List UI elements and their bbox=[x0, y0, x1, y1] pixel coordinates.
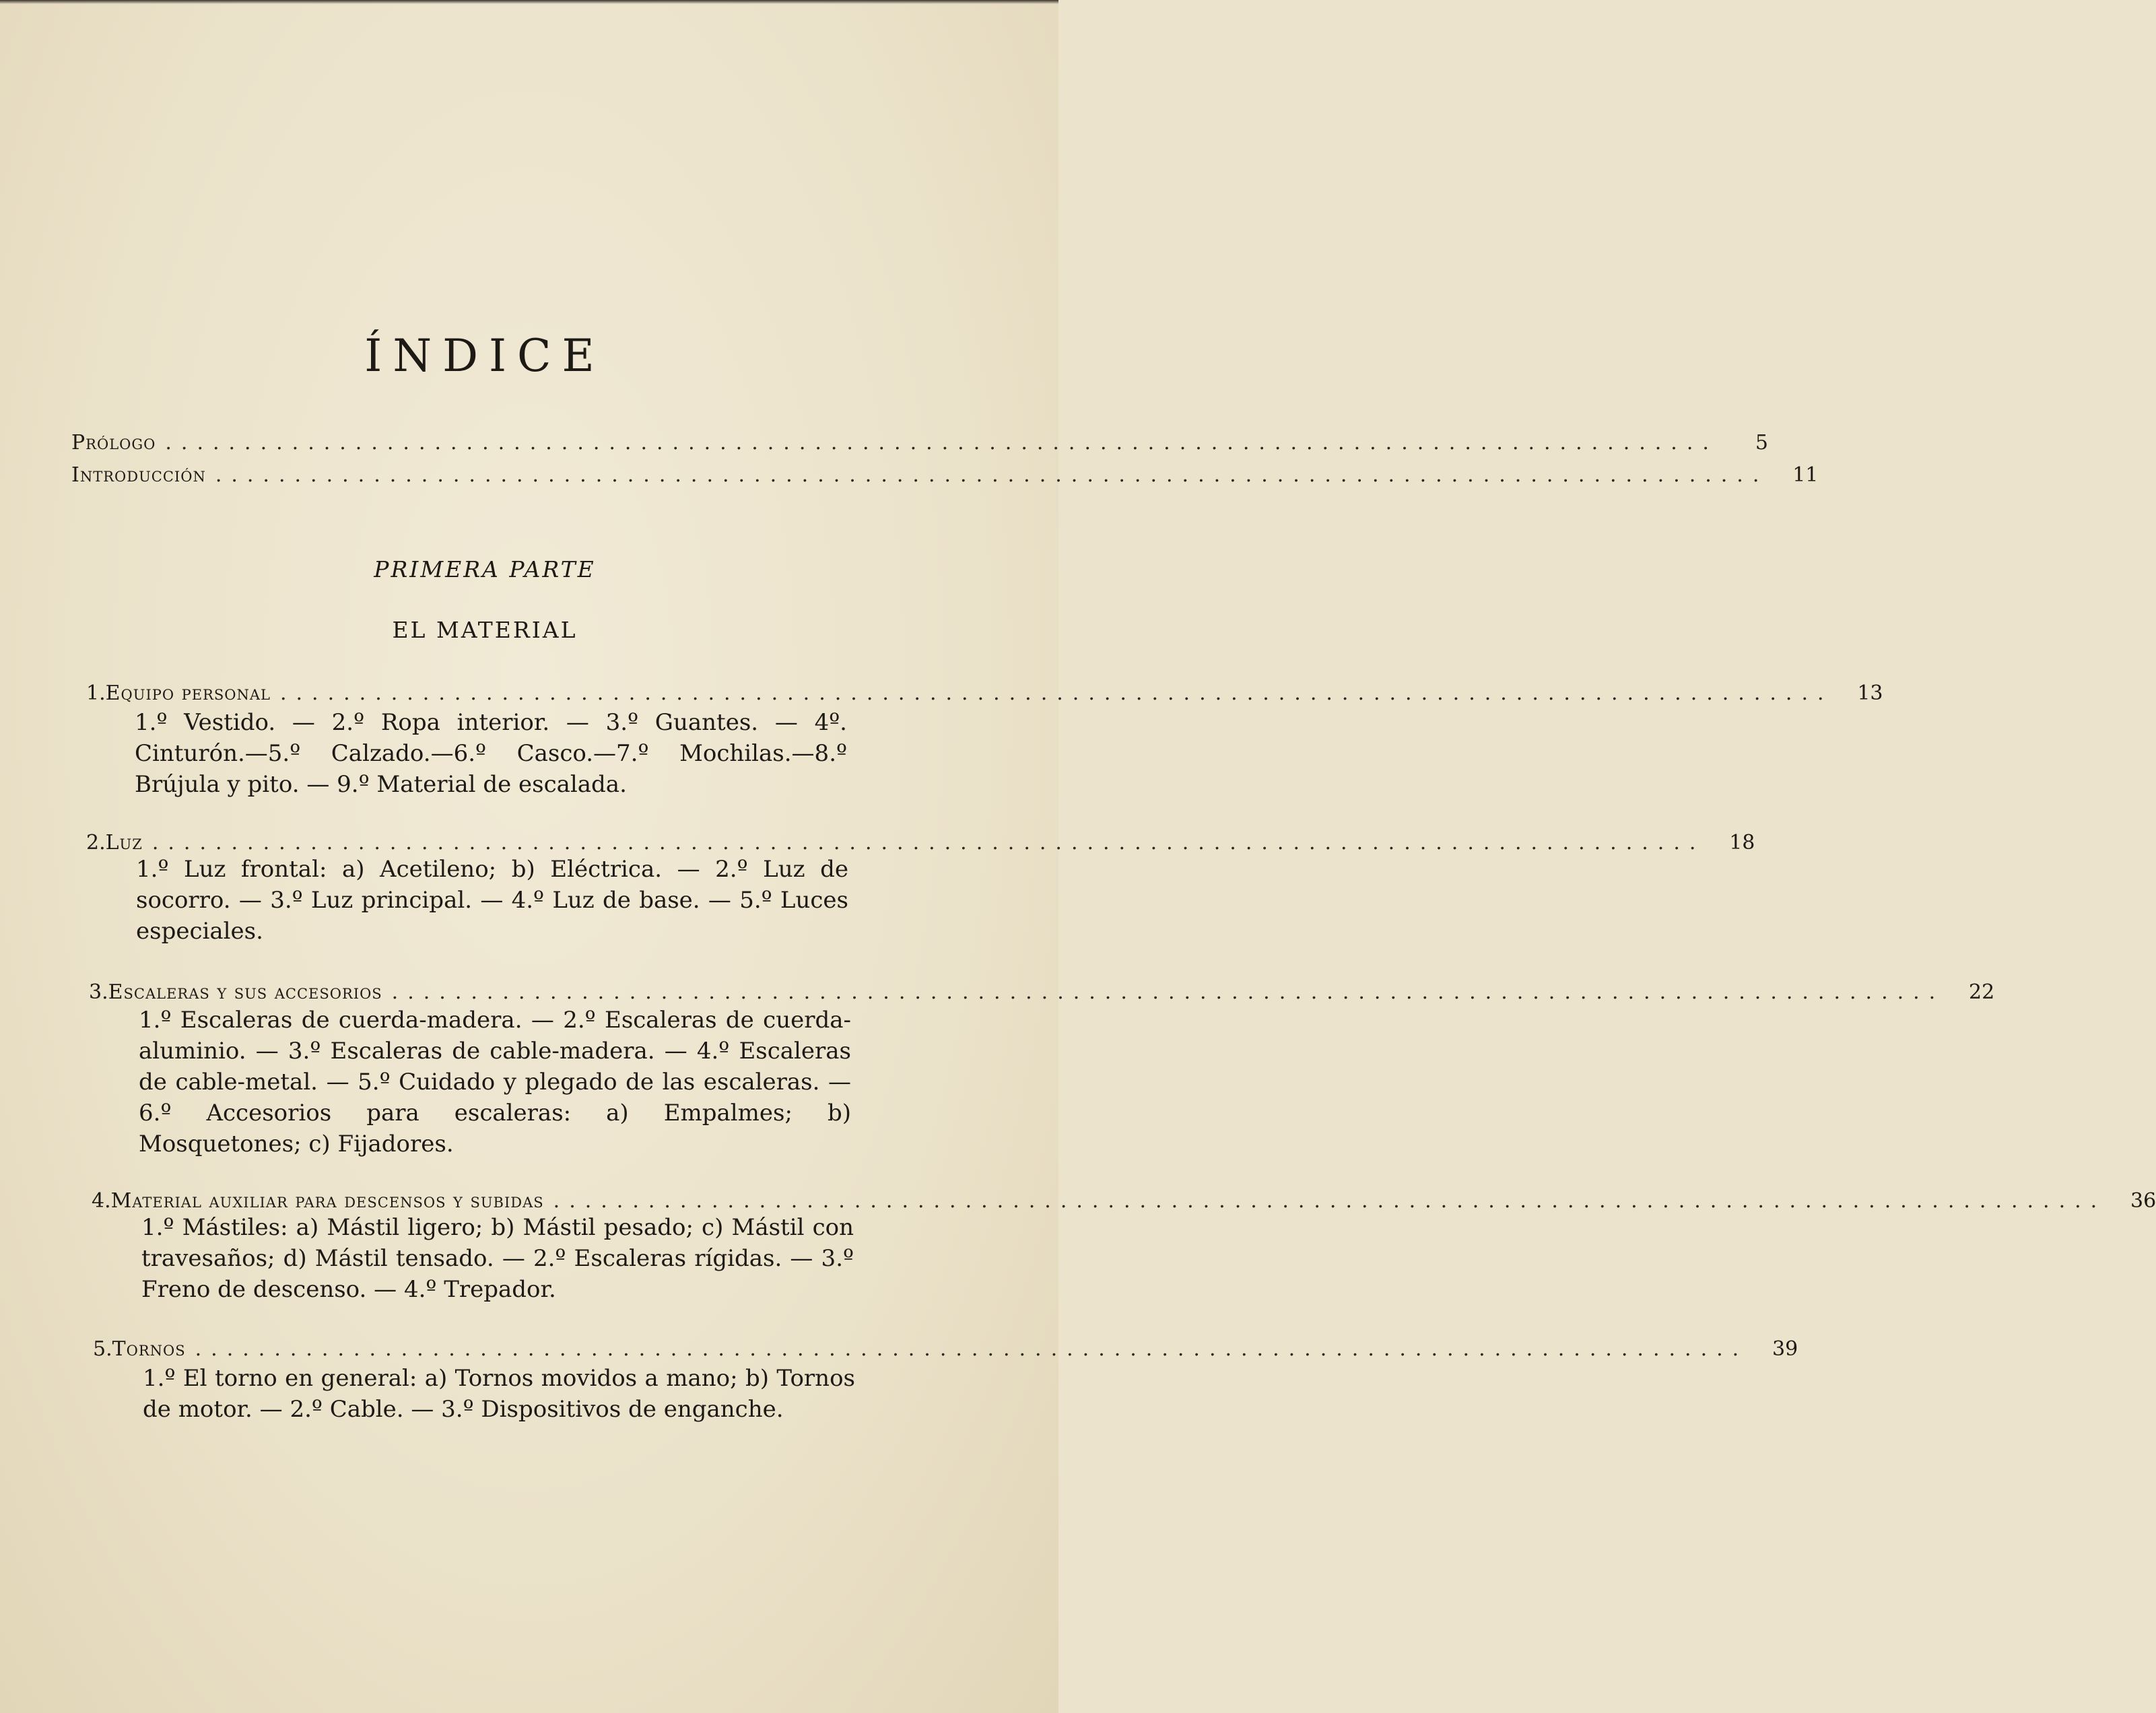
toc-chapter-4[interactable] bbox=[92, 1189, 2156, 1213]
toc-entry-label: Prólogo bbox=[71, 431, 156, 455]
toc-entry-label: Introducción bbox=[71, 463, 206, 487]
chapter-page: 22 bbox=[1969, 980, 1995, 1004]
chapter-title: Tornos bbox=[112, 1337, 186, 1361]
chapter-title: Equipo personal bbox=[105, 681, 271, 705]
chapter-number: 3. bbox=[89, 980, 108, 1004]
chapter-number: 1. bbox=[86, 681, 106, 705]
dot-leader: .................................................................................................. bbox=[553, 1189, 2107, 1213]
chapter-title: Luz bbox=[105, 831, 143, 854]
dot-leader: .................................................................................................. bbox=[195, 1337, 1749, 1361]
chapter-description: 1.º Escaleras de cuerda-madera. — 2.º Escaleras de cuerda-aluminio. — 3.º Escaleras de cable-madera. — 4.º Escaleras de cable-metal. — 5.º Cuidado y plegado de las escaleras. — 6.º Accesorios para escaleras: a) Empalmes; b) Mosquetones; c) Fijadores. bbox=[139, 1007, 851, 1157]
toc-chapter-5[interactable] bbox=[93, 1337, 1798, 1361]
toc-entry-page: 5 bbox=[1755, 431, 1768, 455]
chapter-page: 39 bbox=[1772, 1337, 1798, 1361]
toc-entry-prologo[interactable] bbox=[71, 431, 1768, 455]
page-top-edge bbox=[0, 0, 1058, 4]
chapter-description: 1.º Vestido. — 2.º Ropa interior. — 3.º Guantes. — 4º. Cinturón.—5.º Calzado.—6.º Casco.—7.º Mochilas.—8.º Brújula y pito. — 9.º Material de escalada. bbox=[135, 709, 847, 798]
dot-leader: .................................................................................................. bbox=[279, 681, 1833, 705]
page-title: ÍNDICE bbox=[364, 330, 605, 382]
chapter-page: 36 bbox=[2130, 1189, 2156, 1213]
chapter-description: 1.º El torno en general: a) Tornos movidos a mano; b) Tornos de motor. — 2.º Cable. — 3.º Dispositivos de enganche. bbox=[143, 1365, 855, 1423]
chapter-number: 5. bbox=[93, 1337, 112, 1361]
toc-chapter-3[interactable] bbox=[89, 980, 1995, 1004]
dot-leader: .................................................................................................. bbox=[391, 980, 1945, 1004]
dot-leader: .................................................................................................. bbox=[151, 831, 1706, 854]
chapter-page: 18 bbox=[1729, 831, 1755, 854]
chapter-description: 1.º Luz frontal: a) Acetileno; b) Eléctrica. — 2.º Luz de socorro. — 3.º Luz principal. — 4.º Luz de base. — 5.º Luces especiales. bbox=[136, 856, 848, 945]
part-title: EL MATERIAL bbox=[392, 617, 578, 643]
part-label: PRIMERA PARTE bbox=[374, 556, 596, 582]
dot-leader: .................................................................................................. bbox=[215, 463, 1769, 487]
toc-chapter-1[interactable] bbox=[86, 681, 1883, 705]
chapter-title: Escaleras y sus accesorios bbox=[108, 980, 382, 1004]
chapter-number: 2. bbox=[86, 831, 106, 854]
toc-chapter-2[interactable] bbox=[86, 831, 1755, 854]
dot-leader: .................................................................................................. bbox=[165, 431, 1718, 455]
chapter-number: 4. bbox=[92, 1189, 111, 1213]
toc-entry-page: 11 bbox=[1792, 463, 1819, 487]
chapter-title: Material auxiliar para descensos y subidas bbox=[110, 1189, 544, 1213]
chapter-description: 1.º Mástiles: a) Mástil ligero; b) Mástil pesado; c) Mástil con travesaños; d) Mástil tensado. — 2.º Escaleras rígidas. — 3.º Freno de descenso. — 4.º Trepador. bbox=[141, 1214, 854, 1303]
toc-entry-introduccion[interactable] bbox=[71, 463, 1819, 487]
chapter-page: 13 bbox=[1857, 681, 1883, 705]
